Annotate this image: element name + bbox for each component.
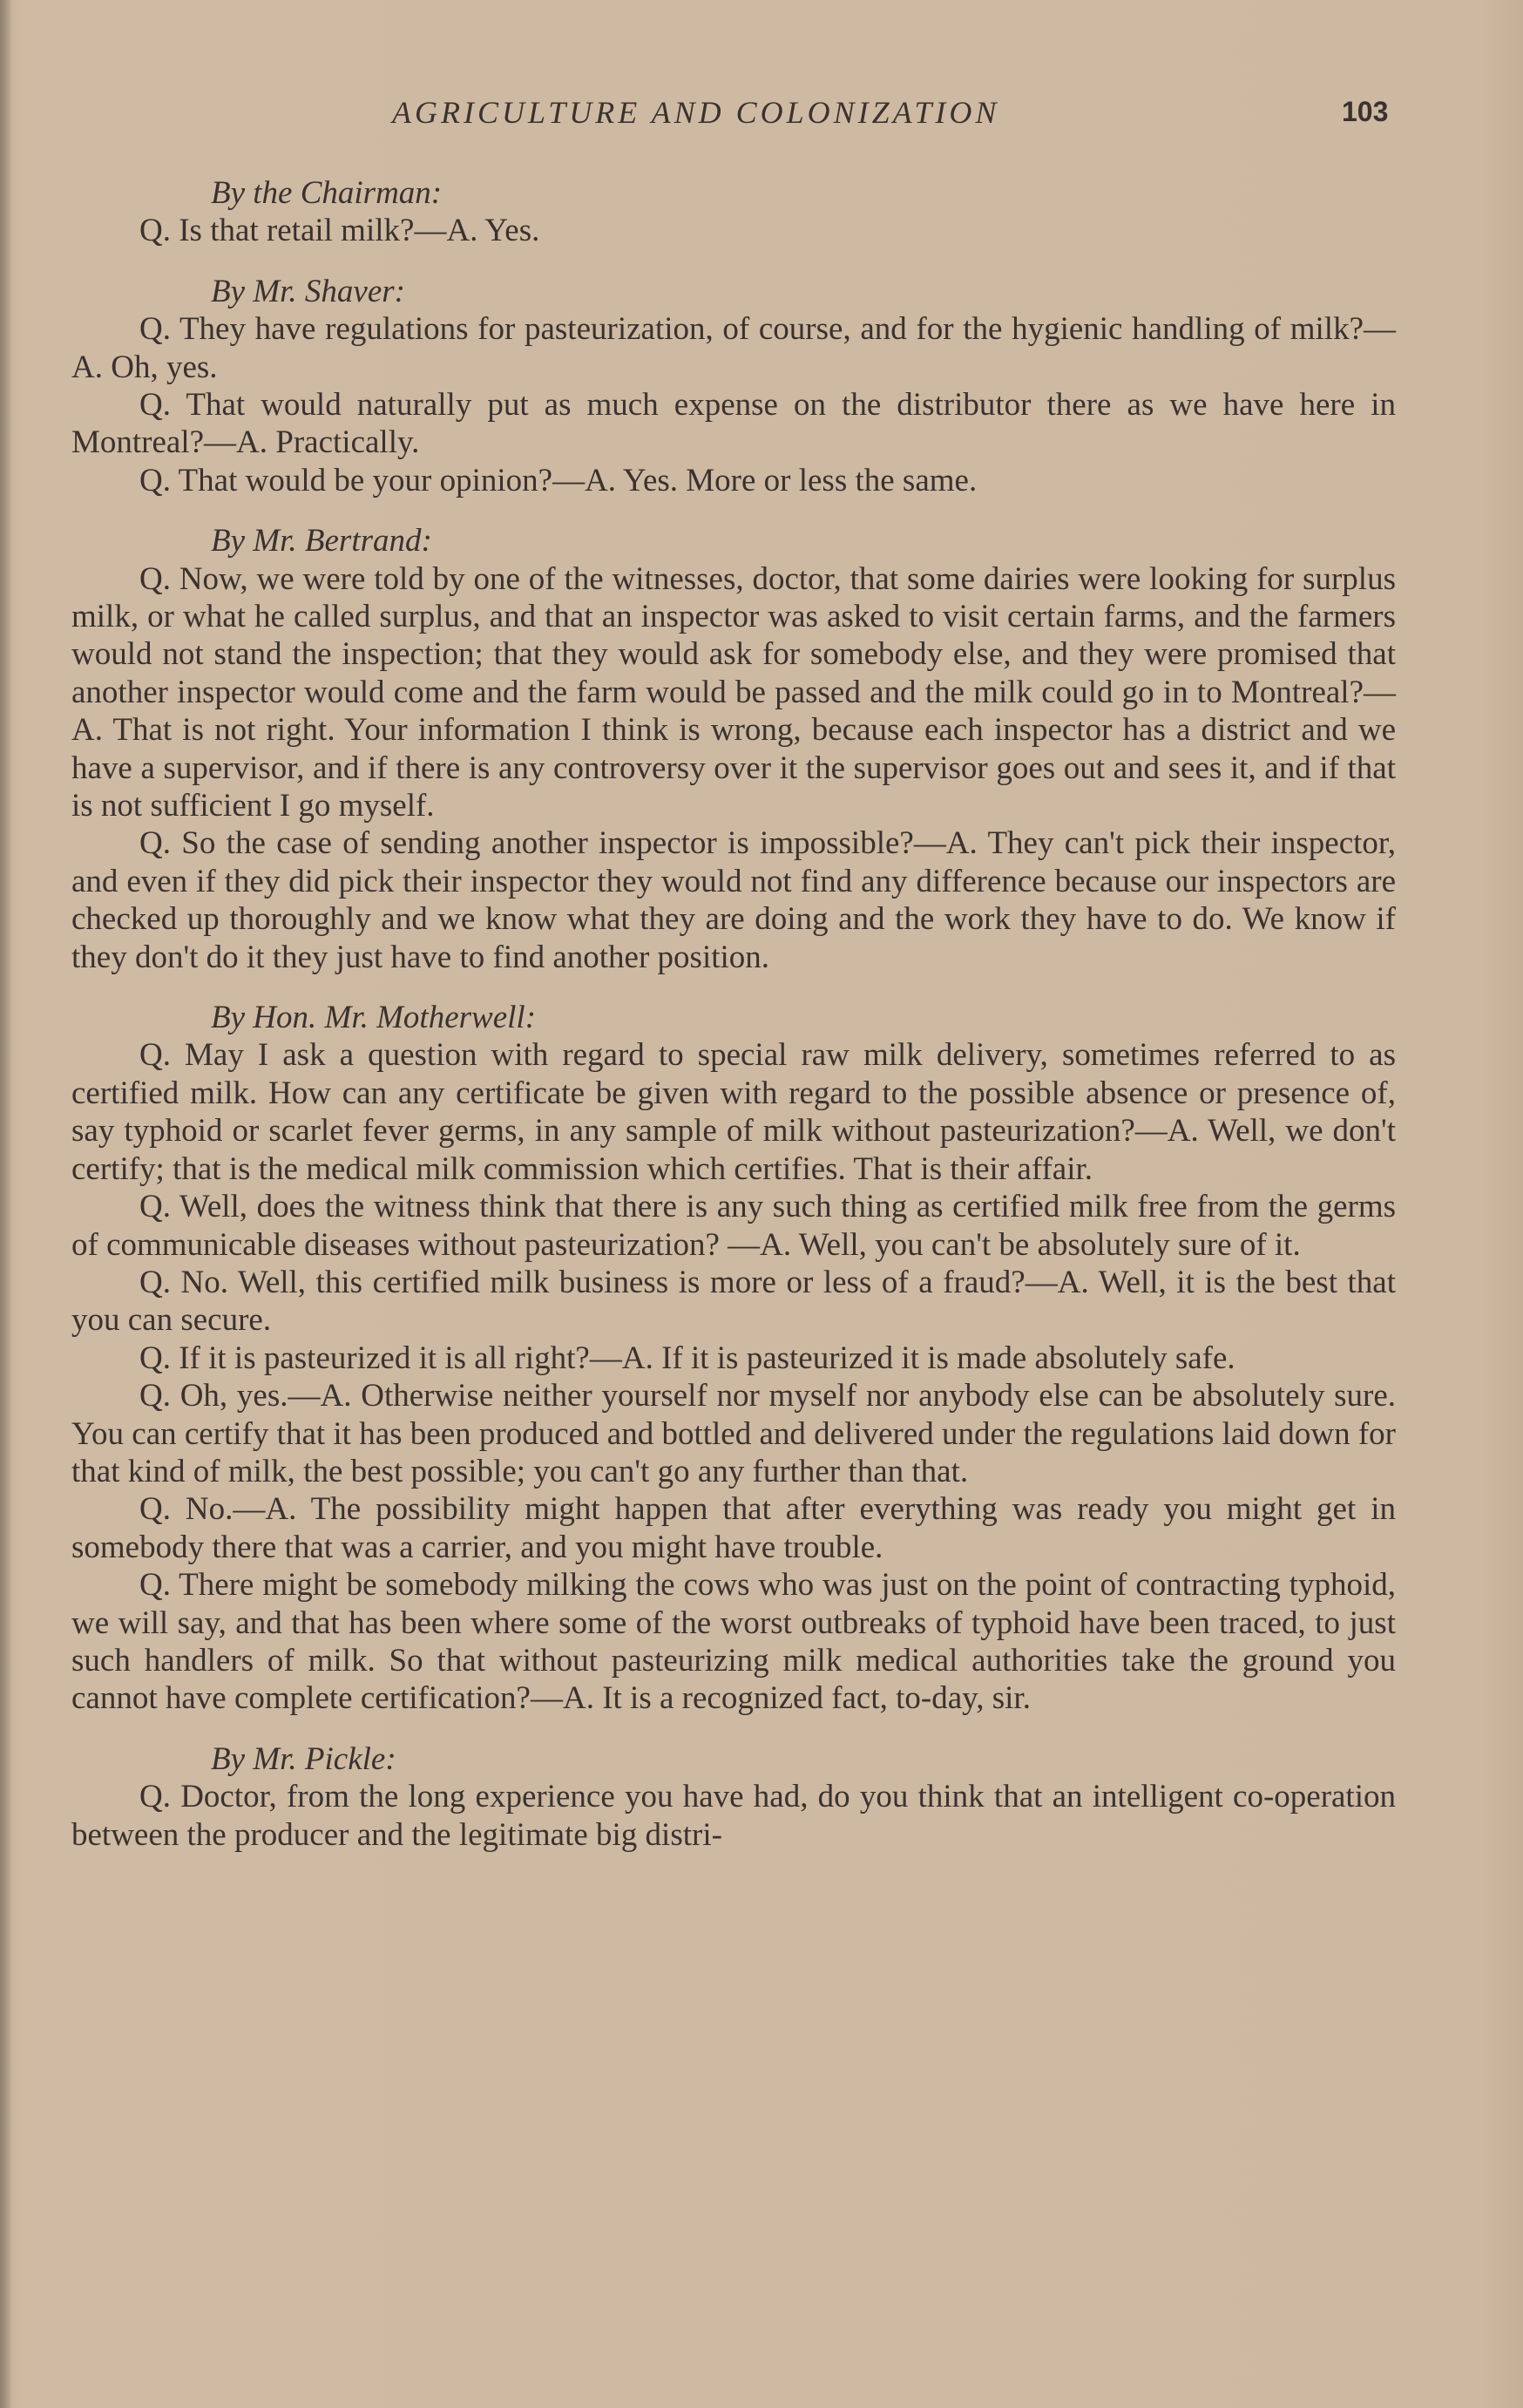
paragraph: Q. If it is pasteurized it is all right?—A. If it is pasteurized it is made absolutely safe. — [139, 1340, 1235, 1376]
paragraph: Q. Doctor, from the long experience you have had, do you think that an intelligent co-operation between the producer and the legitimate big distri- — [71, 1779, 1396, 1853]
speaker-heading: By Mr. Shaver: — [211, 273, 405, 309]
paragraph: Q. Is that retail milk?—A. Yes. — [139, 213, 540, 249]
speaker-heading: By the Chairman: — [211, 175, 443, 211]
paragraph: Q. There might be somebody milking the cows who was just on the point of contracting typhoid, we will say, and that has been where some of the worst outbreaks of typhoid have been traced, to just such handlers of milk. So that without pasteurizing milk medical authorities take the ground you cannot have complete certification?—A. It is a recognized fact, to-day, sir. — [71, 1567, 1396, 1717]
page-header — [0, 94, 1523, 138]
paragraph: Q. So the case of sending another inspector is impossible?—A. They can't pick their inspector, and even if they did pick their inspector they would not find any difference because our inspectors are checked up thoroughly and we know what they are doing and the work they have to do. We know if they don't do it they just have to find another position. — [71, 825, 1396, 975]
paragraph: Q. May I ask a question with regard to special raw milk delivery, sometimes referred to as certified milk. How can any certificate be given with regard to the possible absence or presence of, say typhoid or scarlet fever germs, in any sample of milk without pasteurization?—A. Well, we don't certify; that is the medical milk commission which certifies. That is their affair. — [71, 1037, 1396, 1187]
speaker-heading: By Hon. Mr. Motherwell: — [211, 1000, 537, 1036]
paragraph: Q. Now, we were told by one of the witnesses, doctor, that some dairies were looking for surplus milk, or what he called surplus, and that an inspector was asked to visit certain farms, and the farmers would not stand the inspection; that they would ask for somebody else, and they were promised that another inspector would come and the farm would be passed and the milk could go in to Montreal?—A. That is not right. Your information I think is wrong, because each inspector has a district and we have a supervisor, and if there is any controversy over it the supervisor goes out and sees it, and if that is not sufficient I go myself. — [71, 560, 1396, 824]
speaker-heading: By Mr. Pickle: — [211, 1740, 396, 1777]
page-number: 103 — [1342, 96, 1389, 127]
paragraph: Q. That would naturally put as much expense on the distributor there as we have here in Montreal?—A. Practically. — [71, 387, 1396, 461]
transcript-body — [71, 174, 1396, 1854]
paragraph: Q. Oh, yes.—A. Otherwise neither yourself nor myself nor anybody else can be absolutely sure. You can certify that it has been produced and bottled and delivered under the regulations laid down for that kind of milk, the best possible; you can't go any further than that. — [71, 1378, 1396, 1489]
paragraph: Q. No.—A. The possibility might happen that after everything was ready you might get in somebody there that was a carrier, and you might have trouble. — [71, 1491, 1396, 1565]
paragraph: Q. Well, does the witness think that there is any such thing as certified milk free from the germs of communicable diseases without pasteurization? —A. Well, you can't be absolutely sure of it. — [71, 1189, 1396, 1263]
binding-shadow — [0, 0, 12, 2408]
speaker-heading: By Mr. Bertrand: — [211, 523, 432, 560]
paragraph: Q. They have regulations for pasteurization, of course, and for the hygienic handling of milk?—A. Oh, yes. — [71, 311, 1396, 385]
paragraph: Q. No. Well, this certified milk business is more or less of a fraud?—A. Well, it is the best that you can secure. — [71, 1264, 1396, 1339]
running-title: AGRICULTURE AND COLONIZATION — [392, 95, 1000, 130]
paragraph: Q. That would be your opinion?—A. Yes. More or less the same. — [139, 462, 978, 499]
